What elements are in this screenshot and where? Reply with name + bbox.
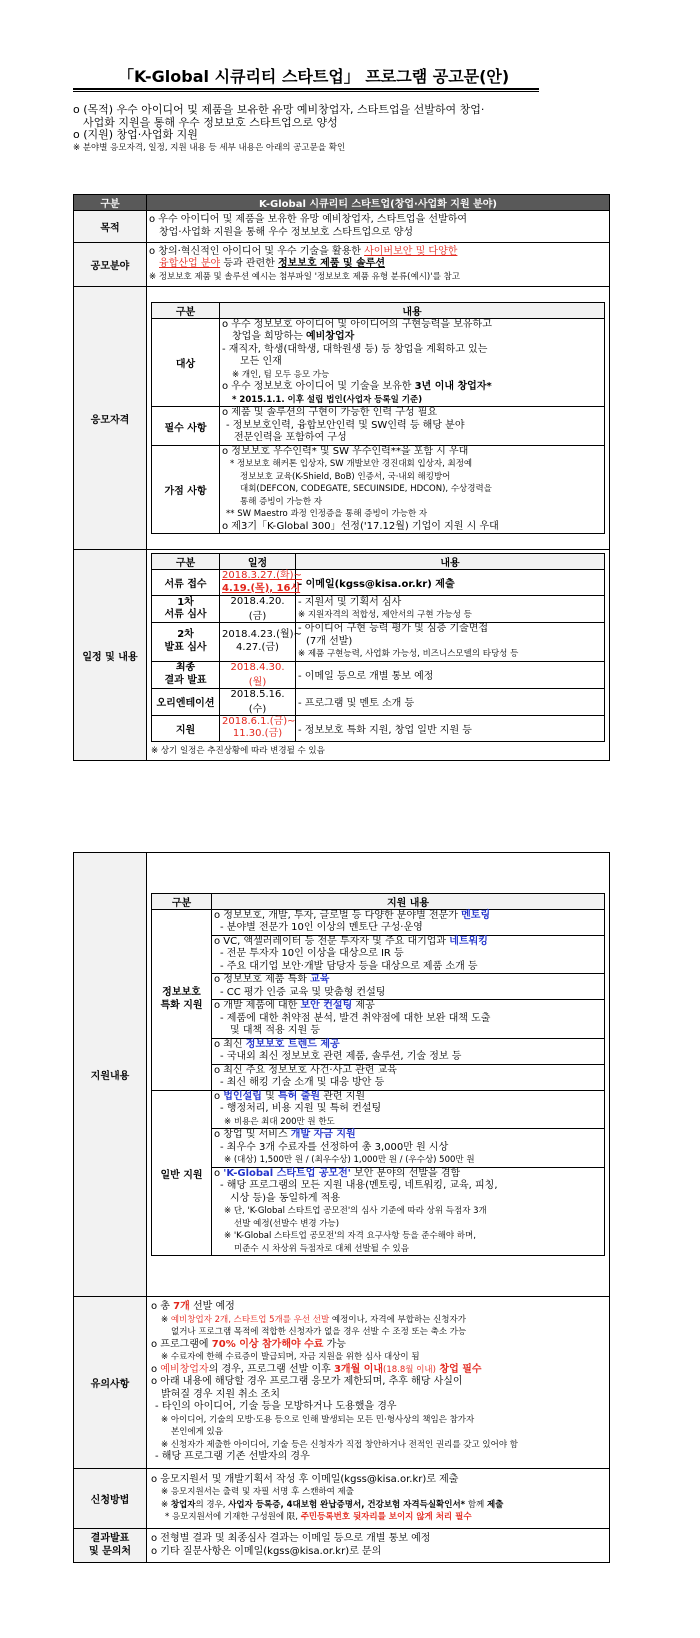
apply-line2: ※ 응모지원서는 출력 및 자필 서명 후 스캔하여 제출 — [161, 1487, 354, 1497]
page-title: 「K-Global 시큐리티 스타트업」 프로그램 공고문(안) — [118, 67, 510, 86]
intro-section — [73, 104, 553, 154]
notice11: 본인에게 있음 — [171, 1427, 223, 1438]
notice6-date: (18.8월 이내) — [383, 1364, 436, 1375]
special-label-2: 특화 지원 — [160, 999, 203, 1011]
bonus-line6: ** SW Maestro 과정 인정증을 통해 증빙이 가능한 자 — [226, 509, 428, 520]
qual-header-category: 구분 — [152, 302, 220, 318]
sched-date-second-review — [220, 623, 302, 662]
funding-detail: - 최우수 3개 수료자를 선정하여 총 3,000만 원 시상 — [220, 1141, 449, 1153]
support-table — [151, 893, 605, 1257]
apply4-text: * 응모지원서에 기재한 구성원에 限, — [165, 1512, 301, 1522]
result-cell — [147, 1529, 610, 1563]
education-keyword: 교육 — [310, 974, 330, 986]
special-consulting — [212, 1000, 605, 1039]
target-line2: 창업을 희망하는 — [232, 331, 306, 343]
row-label-apply: 신청방법 — [74, 1469, 147, 1529]
sched-label-final-2: 결과 발표 — [164, 674, 207, 686]
trend-text: o 최신 — [214, 1038, 246, 1050]
qual-required-cell — [220, 407, 605, 446]
sched-first-review-line1: - 지원서 및 기획서 심사 — [298, 596, 402, 608]
notice2-mark: ※ — [161, 1314, 171, 1325]
title-rule-thin — [73, 91, 539, 92]
education-text: o 정보보호 제품 특화 — [214, 974, 311, 986]
result-label-1: 결과발표 — [90, 1533, 130, 1544]
apply-cell — [147, 1469, 610, 1529]
field-highlight1: 사이버보안 및 다양한 — [364, 245, 458, 257]
bonus-line7: o 제3기「K-Global 300」선정('17.12월) 기업이 지원 시 우대 — [222, 520, 499, 532]
funding-text: o 창업 및 서비스 — [214, 1129, 291, 1141]
consulting-text2: 제공 — [352, 1000, 375, 1012]
special-mentoring — [212, 909, 605, 935]
apply3-mark: ※ — [161, 1499, 171, 1510]
incorp-note: ※ 비용은 최대 200만 원 한도 — [224, 1116, 335, 1127]
bonus-line2: * 정보보호 해커톤 입상자, SW 개발보안 경진대회 입상자, 최정예 — [230, 459, 473, 470]
mentoring-text: o 정보보호, 개발, 투자, 글로벌 등 다양한 분야별 전문가 — [214, 909, 462, 921]
purpose-line1: o 우수 아이디어 및 제품을 보유한 유망 예비창업자, 스타트업을 선발하여 — [149, 214, 468, 225]
notice4-text: o 프로그램에 — [151, 1338, 212, 1350]
sched-date-first-review: 2018.4.20.(금) — [220, 596, 296, 623]
contest-text: 보안 분야의 선발을 겸함 — [350, 1167, 461, 1179]
support-label-general: 일반 지원 — [152, 1090, 212, 1256]
contest-o: o — [214, 1167, 224, 1179]
education-detail: - CC 평가 인증 교육 및 맞춤형 컨설팅 — [220, 986, 386, 998]
notice12: ※ 신청자가 제출한 아이디어, 기술 등은 신청자가 직접 창안하거나 전적인 권리를 갖고 있어야 함 — [161, 1439, 518, 1450]
intro-purpose-line1: o (목적) 우수 아이디어 및 제품을 보유한 유망 예비창업자, 스타트업을 선발하여 창업· — [73, 103, 485, 116]
patent-keyword: 특허 출원 — [277, 1090, 321, 1102]
sched-date-application — [220, 570, 302, 596]
required-line1: o 제품 및 솔루션의 구현이 가능한 인력 구성 필요 — [222, 407, 438, 419]
incorp-and: 및 — [261, 1090, 278, 1102]
sched-label-second-review-1: 2차 — [177, 629, 194, 641]
notice6-deadline: 3개월 이내 — [333, 1363, 384, 1375]
notice8: 밝혀질 경우 지원 취소 조치 — [161, 1388, 280, 1400]
contest-note2: ※ 'K-Global 스타트업 공모전'의 자격 요구사항 등을 준수해야 하며, — [224, 1231, 476, 1242]
target-note: ※ 개인, 팀 모두 응모 가능 — [232, 369, 330, 380]
intro-purpose-line2: 사업화 지원을 통해 우수 정보보호 스타트업으로 양성 — [83, 115, 338, 129]
networking-keyword: 네트워킹 — [449, 935, 488, 947]
field-highlight3: 정보보호 제품 및 솔루션 — [277, 258, 386, 270]
apply3-text2: 함께 — [465, 1499, 487, 1510]
contest-detail1: - 해당 프로그램의 모든 지원 내용(멘토링, 네트워킹, 교육, 피칭, — [220, 1180, 498, 1192]
target-line3: - 재직자, 학생(대학생, 대학원생 등) 등 창업을 계획하고 있는 — [222, 343, 488, 355]
bonus-line3: 정보보호 교육(K-Shield, BoB) 인증서, 국·내외 해킹방어 — [240, 471, 451, 482]
intro-support: o (지원) 창업·사업화 지원 — [73, 128, 198, 141]
incorp-detail: - 행정처리, 비용 지원 및 특허 컨설팅 — [220, 1103, 382, 1115]
trend-keyword: 정보보호 트렌드 제공 — [245, 1038, 340, 1050]
notice6-required: 창업 필수 — [435, 1363, 482, 1375]
apply-line1: o 응모지원서 및 개발기획서 작성 후 이메일(kgss@kisa.or.kr)로 제출 — [151, 1473, 459, 1485]
required-line2: - 정보보호인력, 융합보안인력 및 SW인력 등 해당 분야 — [226, 419, 465, 431]
sched-label-second-review — [152, 623, 220, 662]
qualification-cell — [147, 287, 610, 550]
field-note: ※ 정보보호 제품 및 솔루션 예시는 첨부파일 '정보보호 제품 유형 분류(예시)'를 참고 — [149, 271, 460, 282]
details-table — [73, 852, 610, 1563]
sched-label-second-review-2: 발표 심사 — [164, 641, 207, 653]
sched-label-final — [152, 661, 220, 688]
sched-second-review-line1: - 아이디어 구현 능력 평가 및 심층 기술면접 — [298, 623, 489, 634]
schedule-note: ※ 상기 일정은 추진상황에 따라 변경될 수 있음 — [151, 745, 325, 756]
funding-note: ※ (대상) 1,500만 원 / (최우수상) 1,000만 원 / (우수상) 500만 원 — [224, 1155, 475, 1166]
row-label-qualification: 응모자격 — [74, 287, 147, 550]
sched-date-support-start: 2018.6.1.(금)~ — [222, 715, 296, 727]
qual-bonus-cell — [220, 445, 605, 534]
mentoring-keyword: 멘토링 — [461, 909, 491, 921]
target-prefounder: 예비창업자 — [305, 331, 355, 343]
notice4-highlight: 70% 이상 참가해야 수료 — [211, 1338, 324, 1350]
notice1-text: o 총 — [151, 1301, 174, 1313]
qual-label-required: 필수 사항 — [152, 407, 220, 446]
table-header-program: K-Global 시큐리티 스타트업(창업·사업화 지원 분야) — [147, 195, 610, 211]
contest-keyword: 'K-Global 스타트업 공모전' — [223, 1167, 351, 1179]
incident-text: o 최신 주요 정보보호 사건·사고 관련 교육 — [214, 1064, 397, 1076]
intro-note: ※ 분야별 응모자격, 일정, 지원 내용 등 세부 내용은 아래의 공고문을 확인 — [73, 142, 346, 153]
target-founder-note: * 2015.1.1. 이후 설립 법인(사업자 등록일 기준) — [232, 394, 423, 405]
table-header-category: 구분 — [74, 195, 147, 211]
schedule-cell — [147, 550, 610, 761]
consulting-text: o 개발 제품에 대한 — [214, 1000, 301, 1012]
field-highlight2: 융합산업 분야 — [159, 258, 221, 270]
funding-keyword: 개발 자금 지원 — [290, 1129, 356, 1141]
notice6-o: o — [151, 1363, 161, 1375]
row-label-result — [74, 1529, 147, 1563]
row-label-purpose: 목적 — [74, 211, 147, 243]
sched-date-application-end: 4.19.(목), 16시 — [222, 582, 301, 594]
target-line4: 모든 인재 — [240, 356, 282, 368]
target-line1: o 우수 정보보호 아이디어 및 아이디어의 구현능력을 보유하고 — [222, 318, 492, 330]
support-cell — [147, 853, 610, 1297]
notice6-prefounder: 예비창업자 — [160, 1363, 209, 1375]
result-line2: o 기타 질문사항은 이메일(kgss@kisa.or.kr)로 문의 — [151, 1545, 382, 1557]
sched-date-second-review-end: 4.27.(금) — [236, 641, 279, 653]
incident-detail: - 최신 해킹 기술 소개 및 대응 방안 등 — [220, 1077, 385, 1089]
sched-content-first-review — [296, 596, 605, 623]
row-label-notice: 유의사항 — [74, 1297, 147, 1469]
sched-header-content: 내용 — [296, 554, 605, 570]
sched-label-first-review-1: 1차 — [177, 596, 194, 608]
notice2-highlight: 예비창업자 2개, 스타트업 5개를 우선 선발 — [170, 1314, 330, 1325]
qual-header-content: 내용 — [220, 302, 605, 318]
sched-content-application: - 이메일(kgss@kisa.or.kr) 제출 — [296, 570, 605, 596]
sched-date-final: 2018.4.30.(월) — [220, 661, 296, 688]
sched-date-support — [220, 715, 296, 741]
incorp-keyword: 법인설립 — [223, 1090, 262, 1102]
apply3-submit: 제출 — [486, 1499, 504, 1510]
sched-second-review-line3: ※ 제품 구현능력, 사업화 가능성, 비즈니스모델의 타당성 등 — [298, 649, 519, 659]
sched-header-date: 일정 — [220, 554, 296, 570]
apply3-text: 의 경우, — [195, 1499, 229, 1510]
field-text1: o 창의·혁신적인 아이디어 및 우수 기술을 활용한 — [149, 245, 365, 257]
title-rule — [73, 88, 539, 90]
result-label-2: 및 문의처 — [88, 1545, 132, 1557]
sched-date-orientation: 2018.5.16.(수) — [220, 688, 296, 715]
contest-detail2: 시상 등)을 동일하게 적용 — [230, 1192, 341, 1204]
notice10: ※ 아이디어, 기술의 모방·도용 등으로 인해 발생되는 모든 민·형사상의 책임은 참가자 — [161, 1414, 475, 1425]
row-label-field: 공모분야 — [74, 243, 147, 287]
bonus-line4: 대회(DEFCON, CODEGATE, SECUINSIDE, HDCON), 수상경력을 — [240, 484, 492, 495]
bonus-line1: o 정보보호 우수인력* 및 SW 우수인력**을 포함 시 우대 — [222, 445, 469, 457]
support-label-special — [152, 909, 212, 1090]
special-label-1: 정보보호 — [162, 987, 201, 999]
row-label-schedule: 일정 및 내용 — [74, 550, 147, 761]
notice7: o 아래 내용에 해당할 경우 프로그램 응모가 제한되며, 추후 해당 사실이 — [151, 1376, 463, 1388]
trend-detail: - 국내외 최신 정보보호 관련 제품, 솔루션, 기술 정보 등 — [220, 1051, 462, 1063]
sched-content-final: - 이메일 등으로 개별 통보 예정 — [296, 661, 605, 688]
sched-date-application-start: 2018.3.27.(화)~ — [222, 570, 302, 581]
networking-detail1: - 전문 투자자 10인 이상을 대상으로 IR 등 — [220, 948, 404, 960]
support-header-content: 지원 내용 — [212, 893, 605, 909]
sched-date-support-end: 11.30.(금) — [232, 728, 283, 739]
sched-label-orientation: 오리엔테이션 — [152, 688, 220, 715]
overview-table — [73, 194, 610, 761]
sched-content-second-review — [296, 623, 605, 662]
notice-cell — [147, 1297, 610, 1469]
apply3-docs: 사업자 등록증, 4대보험 완납증명서, 건강보험 자격득실확인서* — [228, 1499, 466, 1510]
general-incorporation — [212, 1090, 605, 1129]
general-funding — [212, 1129, 605, 1168]
contest-note2b: 미준수 시 차상위 득점자로 대체 선발될 수 있음 — [234, 1243, 409, 1254]
notice6-text: 의 경우, 프로그램 선발 이후 — [208, 1363, 334, 1375]
notice1-count: 7개 — [173, 1301, 190, 1313]
sched-date-second-review-start: 2018.4.23.(월)~ — [222, 629, 302, 641]
networking-text: o VC, 액셀러레이터 등 전문 투자자 및 주요 대기업과 — [214, 935, 450, 947]
target-line6: o 우수 정보보호 아이디어 및 기술을 보유한 — [222, 381, 415, 393]
sched-header-category: 구분 — [152, 554, 220, 570]
notice9: - 타인의 아이디어, 기술 등을 모방하거나 도용했을 경우 — [155, 1401, 397, 1413]
notice5: ※ 수료자에 한해 수료증이 발급되며, 자금 지원을 위한 심사 대상이 됨 — [161, 1352, 420, 1363]
special-trend — [212, 1038, 605, 1064]
purpose-line2: 창업·사업화 지원을 통해 우수 정보보호 스타트업으로 양성 — [159, 226, 414, 238]
sched-label-first-review-2: 서류 심사 — [164, 609, 207, 620]
consulting-detail1: - 제품에 대한 취약점 분석, 발견 취약점에 대한 보완 대책 도출 — [220, 1012, 491, 1024]
sched-label-first-review — [152, 596, 220, 623]
sched-label-support: 지원 — [152, 715, 220, 741]
incorp-o: o — [214, 1090, 224, 1102]
required-line3: 전문인력을 포함하여 구성 — [234, 432, 347, 444]
special-networking — [212, 935, 605, 974]
support-header-category: 구분 — [152, 893, 212, 909]
bonus-line5: 통해 증빙이 가능한 자 — [240, 496, 323, 507]
sched-second-review-line2: (7개 선발) — [306, 635, 353, 647]
qualification-table — [151, 302, 605, 535]
field-text2: 등과 관련한 — [220, 258, 278, 270]
notice2-text: 예정이나, 자격에 부합하는 신청자가 — [329, 1314, 466, 1325]
field-cell — [147, 243, 610, 287]
contest-note1b: 선발 예정(선발수 변경 가능) — [234, 1218, 340, 1229]
notice3: 없거나 프로그램 목적에 적합한 신청자가 없을 경우 선발 수 조정 또는 축소 가능 — [171, 1327, 467, 1338]
sched-label-application: 서류 접수 — [152, 570, 220, 596]
sched-content-orientation: - 프로그램 및 멘토 소개 등 — [296, 688, 605, 715]
result-line1: o 전형별 결과 및 최종심사 결과는 이메일 등으로 개별 통보 예정 — [151, 1533, 431, 1544]
sched-first-review-line2: ※ 지원자격의 적합성, 제안서의 구현 가능성 등 — [298, 610, 472, 620]
sched-label-final-1: 최종 — [175, 662, 196, 673]
purpose-cell — [147, 211, 610, 243]
networking-detail2: - 주요 대기업 보안·개발 담당자 등을 대상으로 제품 소개 등 — [220, 960, 478, 972]
target-founder: 3년 이내 창업자* — [414, 381, 492, 393]
incorp-text: 관련 지원 — [320, 1090, 366, 1102]
general-contest — [212, 1167, 605, 1256]
consulting-keyword: 보안 컨설팅 — [300, 1000, 353, 1012]
schedule-table — [151, 553, 605, 742]
qual-label-bonus: 가점 사항 — [152, 445, 220, 534]
notice1-text2: 선발 예정 — [189, 1301, 235, 1313]
notice13: - 해당 프로그램 기존 선발자의 경우 — [155, 1451, 310, 1463]
qual-target-cell — [220, 318, 605, 407]
contest-note1: ※ 단, 'K-Global 스타트업 공모전'의 심사 기준에 따라 상위 득점자 3개 — [224, 1206, 487, 1217]
apply3-founder: 창업자 — [170, 1499, 196, 1510]
row-label-support: 지원내용 — [74, 853, 147, 1297]
special-incident-education — [212, 1064, 605, 1090]
mentoring-detail: - 분야별 전문가 10인 이상의 멘토단 구성·운영 — [220, 922, 423, 934]
sched-content-support: - 정보보호 특화 지원, 창업 일반 지원 등 — [296, 715, 605, 741]
notice4-text2: 가능 — [323, 1338, 346, 1350]
qual-label-target: 대상 — [152, 318, 220, 407]
special-education — [212, 974, 605, 1000]
apply4-highlight: 주민등록번호 뒷자리를 보이지 않게 처리 필수 — [300, 1512, 472, 1522]
consulting-detail2: 및 대책 적용 지원 등 — [230, 1025, 320, 1037]
